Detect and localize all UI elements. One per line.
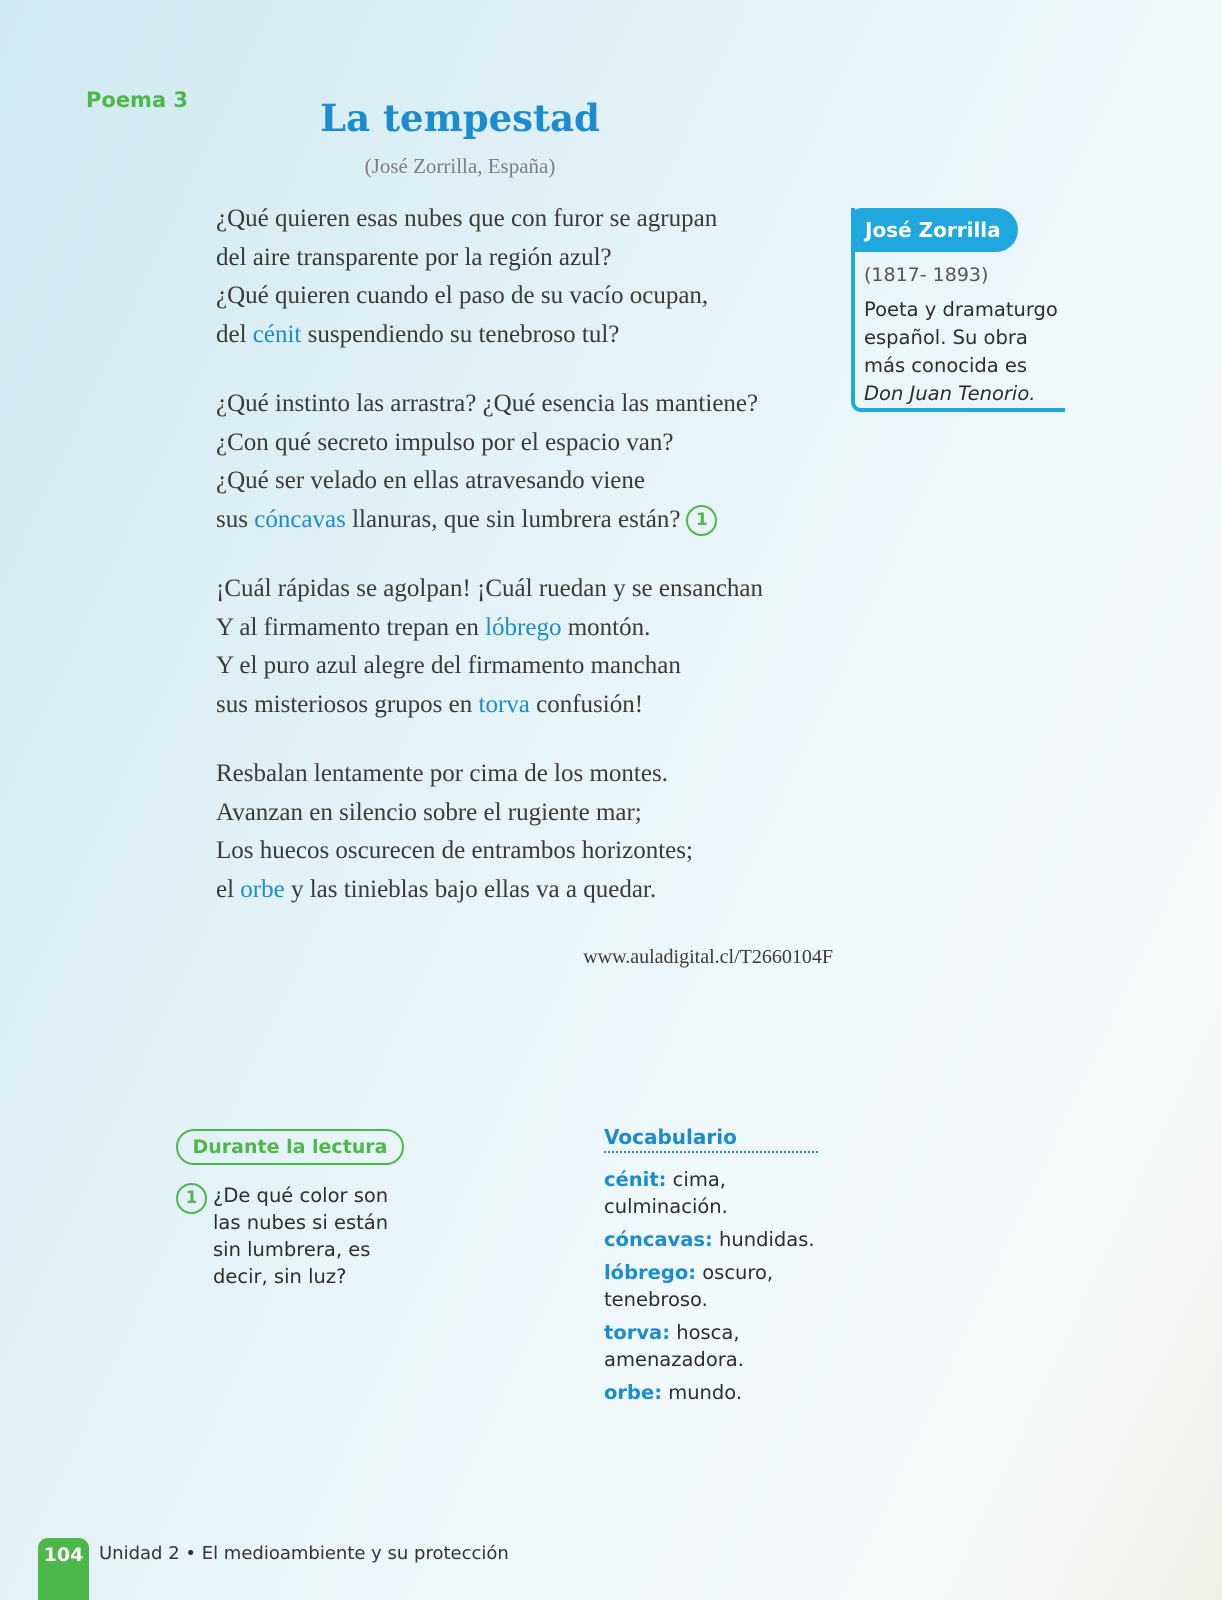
vocab-definition: oscuro, tenebroso. xyxy=(604,1261,774,1311)
author-years: (1817- 1893) xyxy=(864,264,989,286)
vocab-definition: mundo. xyxy=(662,1381,743,1404)
vocabulary-item xyxy=(604,1259,819,1313)
page-number: 104 xyxy=(38,1538,89,1600)
verse: Avanzan en silencio sobre el rugiente mar; xyxy=(216,798,642,826)
vocabulary-item xyxy=(604,1166,819,1220)
vocab-keyword-torva: torva xyxy=(478,690,530,718)
verse xyxy=(216,501,836,540)
verse: ¿Con qué secreto impulso por el espacio van? xyxy=(216,428,674,456)
author-description-text: Poeta y dramaturgo español. Su obra más conocida es xyxy=(864,298,1058,377)
verse-text: sus misteriosos grupos en xyxy=(216,690,479,718)
verse-text: del xyxy=(216,320,253,348)
vocabulary-title: Vocabulario xyxy=(604,1125,818,1153)
during-reading-label: Durante la lectura xyxy=(176,1129,404,1165)
resource-link[interactable]: www.auladigital.cl/T2660104F xyxy=(583,946,833,968)
stanza-1 xyxy=(216,200,836,354)
vocab-term: orbe: xyxy=(604,1381,662,1404)
vocab-term: cóncavas: xyxy=(604,1228,713,1251)
verse: ¿Qué quieren cuando el paso de su vacío ocupan, xyxy=(216,282,709,309)
vocab-keyword-cenit: cénit xyxy=(252,320,302,348)
vocabulary-item xyxy=(604,1319,819,1373)
vocab-term: torva: xyxy=(604,1321,671,1344)
question-number: 1 xyxy=(176,1183,207,1214)
vocab-keyword-concavas: cóncavas xyxy=(254,505,346,533)
verse: Y el puro azul alegre del firmamento manchan xyxy=(216,652,681,679)
verse-text: el xyxy=(216,875,241,903)
verse: ¡Cuál rápidas se agolpan! ¡Cuál ruedan y se ensanchan xyxy=(216,575,764,602)
verse-text: Y al firmamento trepan en xyxy=(216,613,486,641)
verse-text: confusión! xyxy=(529,690,644,718)
verse: Resbalan lentamente por cima de los montes. xyxy=(216,760,668,787)
verse xyxy=(216,871,836,910)
verse-text: sus xyxy=(216,505,255,533)
verse-text: llanuras, que sin lumbrera están? xyxy=(345,505,681,533)
verse: Los huecos oscurecen de entrambos horizontes; xyxy=(216,837,693,864)
verse xyxy=(216,316,836,355)
author-work: Don Juan Tenorio. xyxy=(864,382,1036,405)
vocab-definition: cima, culminación. xyxy=(604,1168,728,1218)
poem-label: Poema 3 xyxy=(86,88,189,112)
vocabulary-item xyxy=(604,1379,819,1406)
author-description xyxy=(864,296,1069,408)
stanza-2 xyxy=(216,385,836,539)
poem-body xyxy=(216,200,836,940)
verse-text: y las tinieblas bajo ellas va a quedar. xyxy=(284,875,657,903)
verse xyxy=(216,609,836,648)
poem-title: La tempestad xyxy=(320,96,600,140)
verse: ¿Qué instinto las arrastra? ¿Qué esencia las mantiene? xyxy=(216,390,759,417)
question-marker-1: 1 xyxy=(686,505,717,536)
vocabulary-list xyxy=(604,1166,819,1412)
verse-text: montón. xyxy=(561,613,651,641)
verse: del aire transparente por la región azul? xyxy=(216,243,612,271)
vocab-term: lóbrego: xyxy=(604,1261,697,1284)
verse-text: suspendiendo su tenebroso tul? xyxy=(301,320,620,348)
vocab-definition: hundidas. xyxy=(712,1228,815,1251)
author-name: José Zorrilla xyxy=(851,208,1018,252)
verse: ¿Qué quieren esas nubes que con furor se agrupan xyxy=(216,205,718,232)
verse xyxy=(216,686,836,725)
question-text: ¿De qué color son las nubes si están sin lumbrera, es decir, sin luz? xyxy=(213,1184,389,1288)
poem-subtitle: (José Zorrilla, España) xyxy=(364,154,556,178)
vocab-definition: hosca, amenazadora. xyxy=(604,1321,744,1371)
vocab-term: cénit: xyxy=(604,1168,667,1191)
vocab-keyword-lobrego: lóbrego xyxy=(485,613,562,641)
footer-unit-text: Unidad 2 • El medioambiente y su protección xyxy=(99,1543,509,1564)
stanza-4 xyxy=(216,755,836,909)
vocabulary-item xyxy=(604,1226,819,1253)
verse: ¿Qué ser velado en ellas atravesando viene xyxy=(216,467,645,494)
vocab-keyword-orbe: orbe xyxy=(240,875,285,903)
stanza-3 xyxy=(216,570,836,724)
